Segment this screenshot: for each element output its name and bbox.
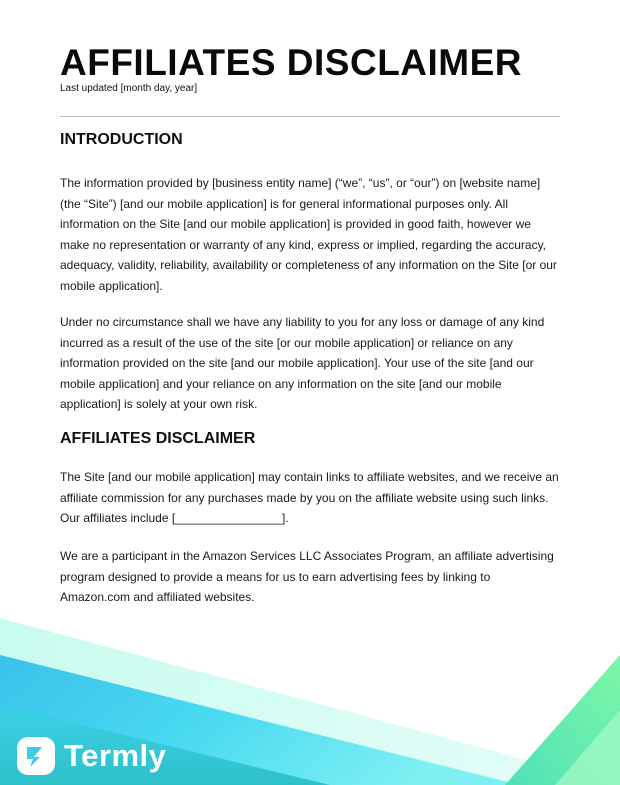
termly-logo: [16, 736, 166, 776]
paragraph: The information provided by [business entity name] (“we”, “us”, or “our”) on [website name] (the “Site”) [and our mobile application] is for general informational purposes only. All information on the Site [and our mobile application] is provided in good faith, however we make no representation or warranty of any kind, express or implied, regarding the accuracy, adequacy, validity, reliability, availability or completeness of any information on the Site [or our mobile application].: [60, 176, 557, 293]
last-updated-text: Last updated [month day, year]: [60, 83, 198, 94]
section-heading-introduction: INTRODUCTION: [60, 131, 183, 148]
document-title: AFFILIATES DISCLAIMER: [60, 42, 523, 83]
paragraph: We are a participant in the Amazon Services LLC Associates Program, an affiliate advertising program designed to provide a means for us to earn advertising fees by linking to Amazon.com and affiliated websites.: [60, 549, 554, 604]
paragraph: Under no circumstance shall we have any liability to you for any loss or damage of any kind incurred as a result of the use of the site [or our mobile application] or reliance on any information provided on the site [and our mobile application]. Your use of the site [and our mobile application] and your reliance on any information on the site [and our mobile application] is solely at your own risk.: [60, 315, 545, 411]
termly-logo-icon: [16, 736, 56, 776]
title-divider: [60, 116, 560, 117]
section-heading-affiliates-disclaimer: AFFILIATES DISCLAIMER: [60, 430, 256, 447]
paragraph: The Site [and our mobile application] may contain links to affiliate websites, and we receive an affiliate commission for any purchases made by you on the affiliate website using such links. Our affiliates include [________________].: [60, 470, 559, 525]
logo-wordmark: Termly: [64, 738, 167, 773]
